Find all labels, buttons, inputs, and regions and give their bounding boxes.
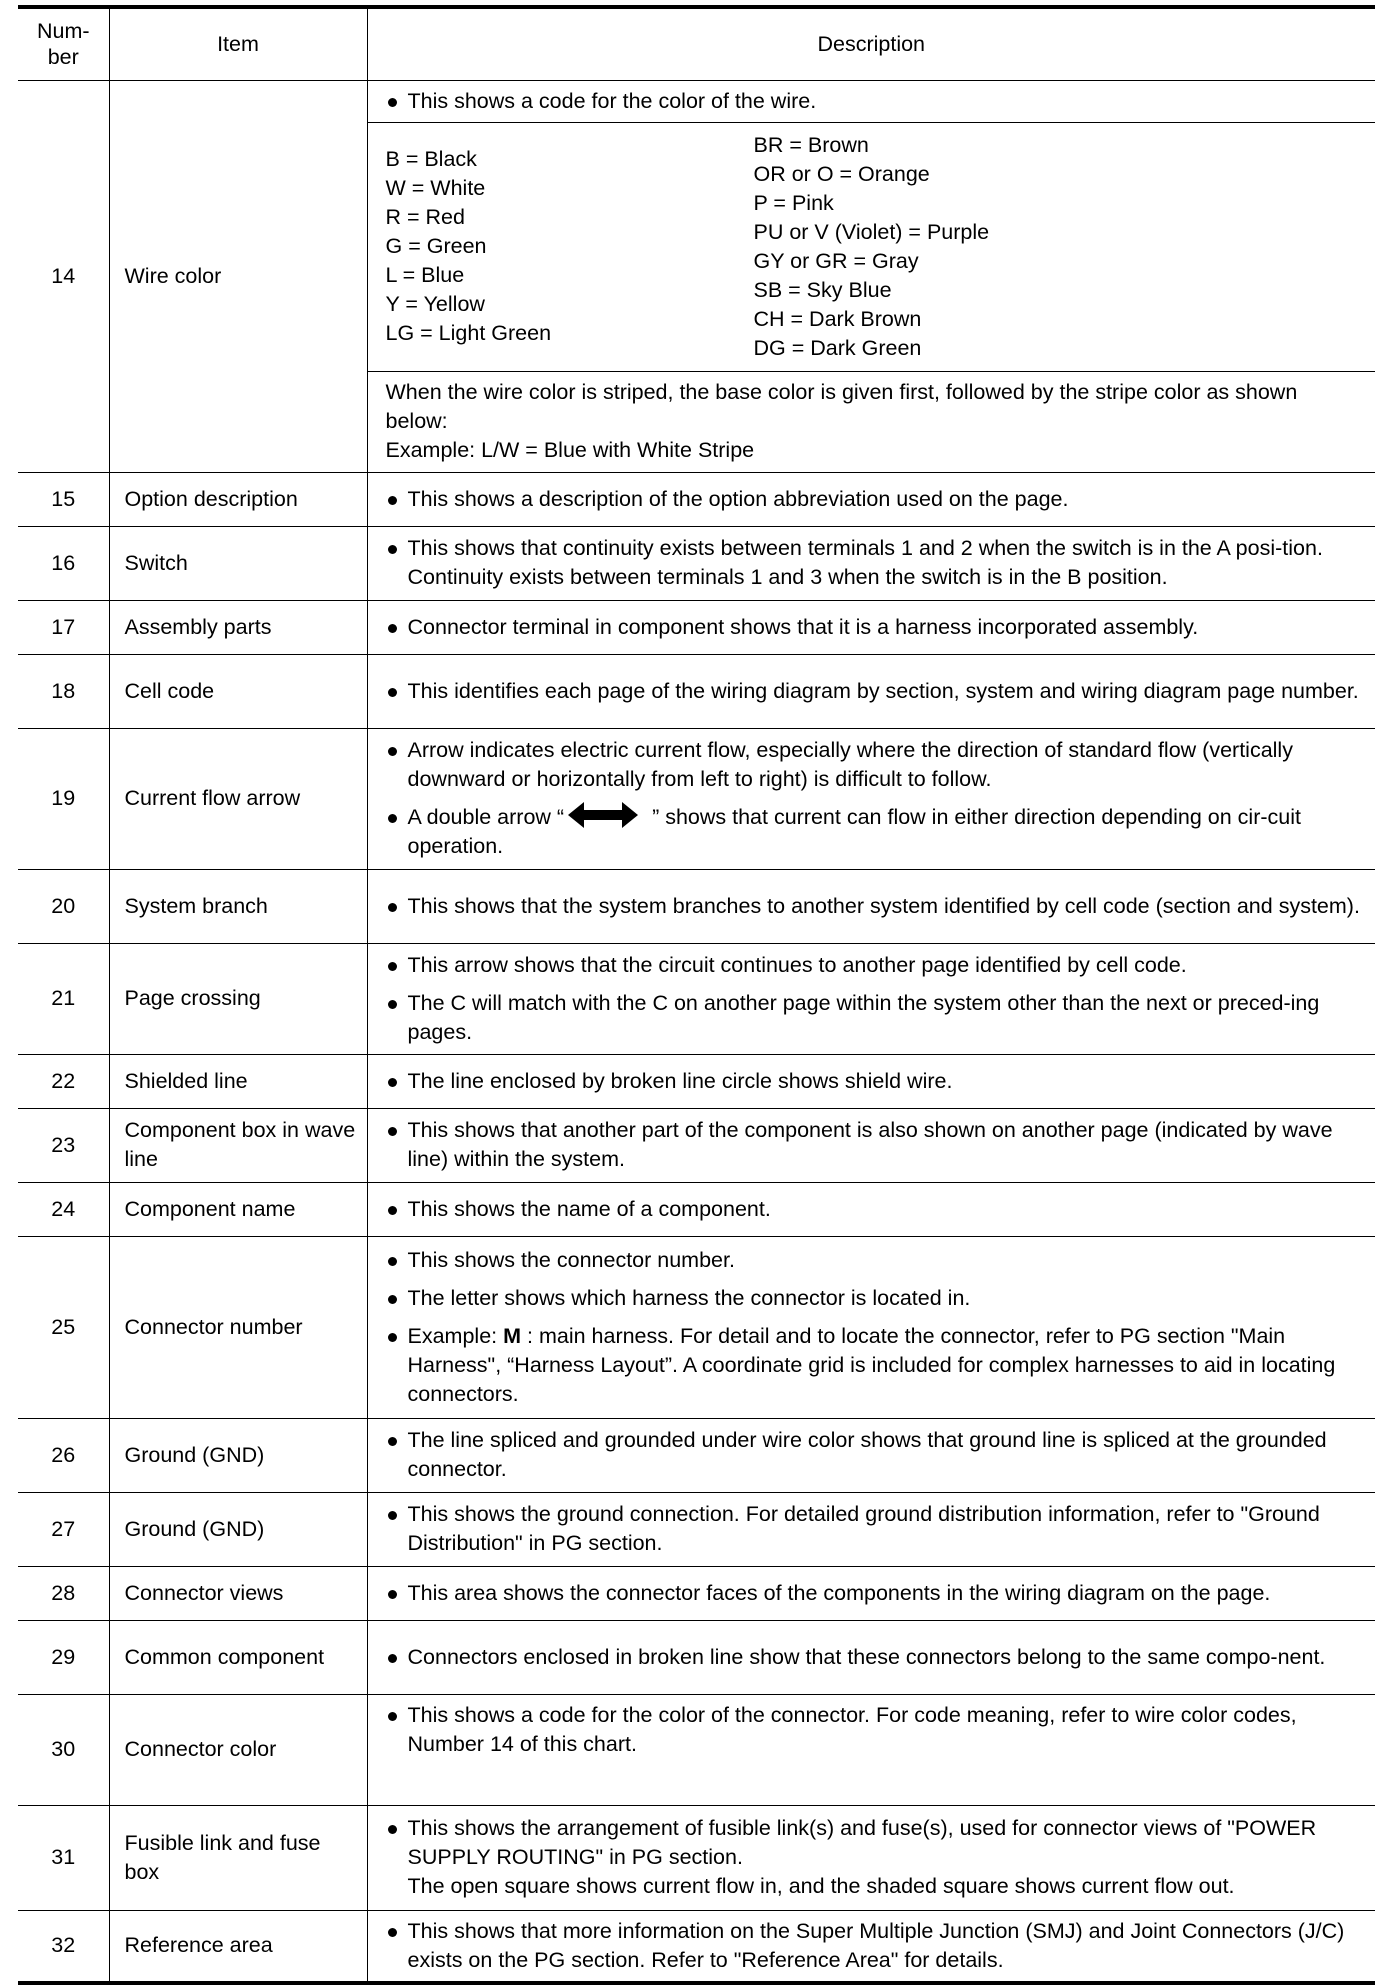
bullet-text: This shows the connector number. — [386, 1246, 1364, 1275]
bullet-text: This area shows the connector faces of the components in the wiring diagram on the page. — [386, 1579, 1364, 1608]
color-code: P = Pink — [753, 190, 834, 215]
bullet-text: This shows that more information on the Super Multiple Junction (SMJ) and Joint Connectors (J/C) exists on the PG section. Refer to "Reference Area" for details. — [386, 1917, 1364, 1975]
row-description — [367, 600, 1375, 654]
row-number: 22 — [18, 1054, 109, 1108]
color-codes-left — [386, 131, 754, 363]
header-row — [18, 7, 1375, 80]
row-description — [367, 1620, 1375, 1694]
color-code: GY or GR = Gray — [753, 248, 919, 273]
row-item: Component box in wave line — [109, 1108, 367, 1182]
bullet-text: This identifies each page of the wiring diagram by section, system and wiring diagram page number. — [386, 677, 1364, 706]
row-description — [367, 728, 1375, 869]
row-item: Page crossing — [109, 943, 367, 1054]
color-code: Y = Yellow — [385, 292, 485, 316]
color-code: G = Green — [385, 234, 487, 258]
row-item: Connector color — [109, 1694, 367, 1805]
plain-text: The open square shows current flow in, and the shaded square shows current flow out. — [407, 1874, 1235, 1898]
row-number: 27 — [18, 1492, 109, 1566]
row-item: Ground (GND) — [109, 1492, 367, 1566]
row-number: 16 — [18, 526, 109, 600]
row-description — [367, 80, 1375, 122]
row-description — [367, 1108, 1375, 1182]
striped-example: Example: L/W = Blue with White Stripe — [385, 438, 755, 462]
bullet-text: This shows a code for the color of the wire. — [386, 87, 1364, 116]
text-segment: A double arrow “ — [407, 805, 565, 829]
header-item: Item — [109, 7, 367, 80]
table-row-29 — [18, 1620, 1375, 1694]
row-description — [367, 943, 1375, 1054]
color-code: L = Blue — [385, 263, 465, 287]
row-number: 29 — [18, 1620, 109, 1694]
row-number: 17 — [18, 600, 109, 654]
table-row-24 — [18, 1182, 1375, 1236]
row-item: Connector views — [109, 1566, 367, 1620]
row-number: 15 — [18, 472, 109, 526]
row-number: 28 — [18, 1566, 109, 1620]
table-row-28 — [18, 1566, 1375, 1620]
row-number: 14 — [18, 80, 109, 472]
row-item: Option description — [109, 472, 367, 526]
row-item: Wire color — [109, 80, 367, 472]
bullet-text: This shows that another part of the component is also shown on another page (indicated by wave line) within the system. — [386, 1116, 1364, 1174]
color-code: R = Red — [385, 205, 465, 229]
bullet-text: This shows a description of the option abbreviation used on the page. — [386, 485, 1364, 514]
row-description — [367, 1805, 1375, 1910]
color-codes-right — [754, 131, 990, 363]
table-row-32 — [18, 1910, 1375, 1983]
row-description — [367, 1492, 1375, 1566]
table-row-15 — [18, 472, 1375, 526]
row-description — [367, 1566, 1375, 1620]
row-description — [367, 1418, 1375, 1492]
text-segment: : main harness. For detail and to locate the connector, refer to PG section "Main Harness", “Harness Layout”. A coordinate grid is included for complex harnesses to aid in locating connectors. — [407, 1323, 1336, 1406]
table-row-18 — [18, 654, 1375, 728]
bullet-text — [386, 1322, 1364, 1409]
double-arrow-icon — [568, 802, 638, 828]
wire-color-codes — [367, 122, 1375, 371]
row-number: 25 — [18, 1236, 109, 1418]
table-row-14 — [18, 80, 1375, 122]
row-item: Switch — [109, 526, 367, 600]
row-item: System branch — [109, 869, 367, 943]
bullet-text: This shows the name of a component. — [386, 1195, 1364, 1224]
table-row-19 — [18, 728, 1375, 869]
bullet-text: The letter shows which harness the connector is located in. — [386, 1284, 1364, 1313]
row-item: Cell code — [109, 654, 367, 728]
row-description — [367, 526, 1375, 600]
color-code: PU or V (Violet) = Purple — [753, 219, 990, 244]
bullet-text: The line spliced and grounded under wire color shows that ground line is spliced at the grounded connector. — [386, 1426, 1364, 1484]
table-row-30 — [18, 1694, 1375, 1805]
row-item: Shielded line — [109, 1054, 367, 1108]
striped-note — [367, 371, 1375, 472]
row-description — [367, 1054, 1375, 1108]
row-number: 20 — [18, 869, 109, 943]
row-description — [367, 654, 1375, 728]
row-item: Common component — [109, 1620, 367, 1694]
bullet-text: Connector terminal in component shows that it is a harness incorporated assembly. — [386, 613, 1364, 642]
table-row-23 — [18, 1108, 1375, 1182]
row-item: Current flow arrow — [109, 728, 367, 869]
row-number: 23 — [18, 1108, 109, 1182]
bullet-text: The C will match with the C on another page within the system other than the next or preced-ing pages. — [386, 989, 1364, 1047]
row-number: 31 — [18, 1805, 109, 1910]
row-description — [367, 1910, 1375, 1983]
color-code: LG = Light Green — [385, 321, 552, 345]
header-description: Description — [367, 7, 1375, 80]
color-code: SB = Sky Blue — [753, 277, 892, 302]
row-item: Fusible link and fuse box — [109, 1805, 367, 1910]
text-segment: ” shows that current can flow in either direction depending on cir-cuit operation. — [407, 805, 1301, 858]
row-description — [367, 1182, 1375, 1236]
bullet-text: The line enclosed by broken line circle shows shield wire. — [386, 1067, 1364, 1096]
color-code: B = Black — [385, 147, 477, 171]
harness-letter: M — [503, 1323, 522, 1348]
row-item: Component name — [109, 1182, 367, 1236]
row-description — [367, 1236, 1375, 1418]
bullet-text — [386, 803, 1364, 861]
table-row-25 — [18, 1236, 1375, 1418]
row-number: 26 — [18, 1418, 109, 1492]
bullet-text: This shows the ground connection. For detailed ground distribution information, refer to "Ground Distribution" in PG section. — [386, 1500, 1364, 1558]
legend-table — [18, 5, 1375, 1985]
row-item: Ground (GND) — [109, 1418, 367, 1492]
bullet-text: This arrow shows that the circuit continues to another page identified by cell code. — [386, 951, 1364, 980]
row-number: 21 — [18, 943, 109, 1054]
row-number: 19 — [18, 728, 109, 869]
text-segment: Example: — [407, 1323, 504, 1348]
header-number: Num- ber — [18, 7, 109, 80]
row-item: Connector number — [109, 1236, 367, 1418]
table-row-17 — [18, 600, 1375, 654]
row-description — [367, 472, 1375, 526]
row-number: 32 — [18, 1910, 109, 1983]
color-code: BR = Brown — [753, 132, 869, 157]
color-code: CH = Dark Brown — [753, 306, 922, 331]
table-row-21 — [18, 943, 1375, 1054]
table-row-31 — [18, 1805, 1375, 1910]
color-code: W = White — [385, 176, 486, 200]
row-number: 24 — [18, 1182, 109, 1236]
row-description — [367, 1694, 1375, 1805]
bullet-text: Arrow indicates electric current flow, especially where the direction of standard flow (vertically downward or horizontally from left to right) is difficult to follow. — [386, 736, 1364, 794]
bullet-text: This shows the arrangement of fusible link(s) and fuse(s), used for connector views of "POWER SUPPLY ROUTING" in PG section. — [386, 1814, 1364, 1872]
bullet-text: This shows that continuity exists between terminals 1 and 2 when the switch is in the A posi-tion. Continuity exists between terminals 1 and 3 when the switch is in the B position. — [386, 534, 1364, 592]
row-number: 18 — [18, 654, 109, 728]
row-item: Assembly parts — [109, 600, 367, 654]
striped-text: When the wire color is striped, the base color is given first, followed by the stripe color as shown below: — [385, 380, 1298, 433]
table-row-26 — [18, 1418, 1375, 1492]
table-row-27 — [18, 1492, 1375, 1566]
row-description — [367, 869, 1375, 943]
row-number: 30 — [18, 1694, 109, 1805]
row-item: Reference area — [109, 1910, 367, 1983]
table-row-20 — [18, 869, 1375, 943]
bullet-text: Connectors enclosed in broken line show that these connectors belong to the same compo-nent. — [386, 1643, 1364, 1672]
bullet-text: This shows that the system branches to another system identified by cell code (section and system). — [386, 892, 1364, 921]
bullet-text: This shows a code for the color of the connector. For code meaning, refer to wire color codes, Number 14 of this chart. — [386, 1701, 1364, 1759]
color-code: DG = Dark Green — [753, 335, 922, 360]
color-code: OR or O = Orange — [753, 161, 930, 186]
table-row-16 — [18, 526, 1375, 600]
table-row-22 — [18, 1054, 1375, 1108]
